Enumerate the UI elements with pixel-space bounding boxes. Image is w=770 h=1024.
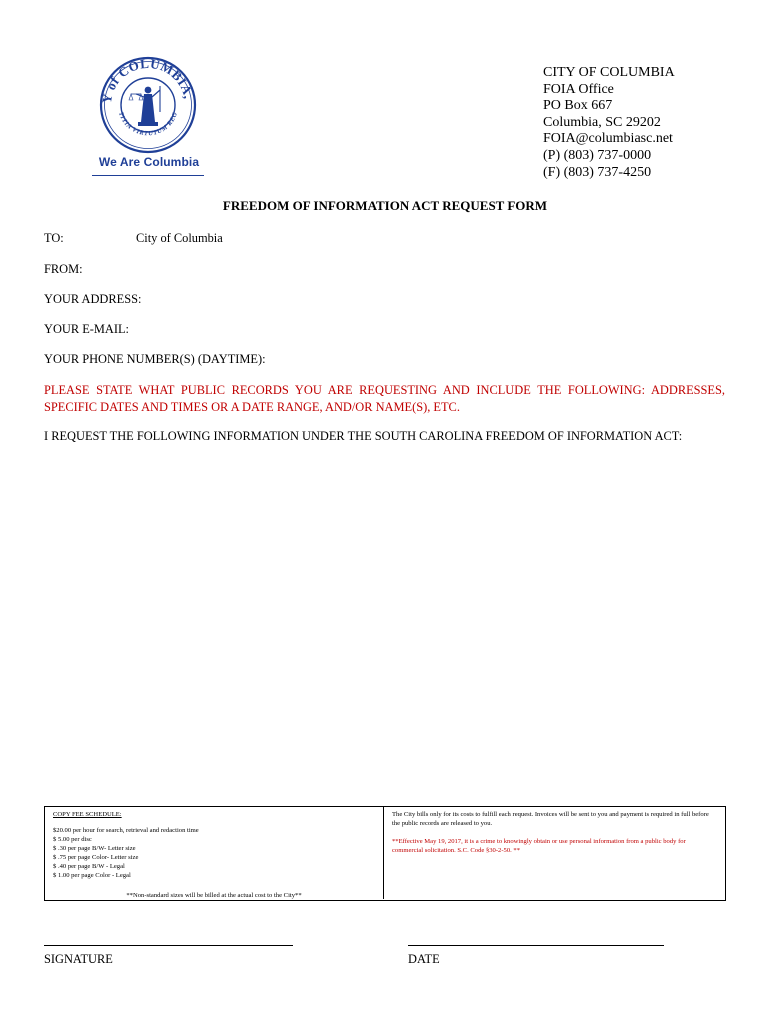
address-label: YOUR ADDRESS: [44,292,142,306]
fee-box-divider [383,806,384,899]
to-value: City of Columbia [136,231,223,245]
form-title: FREEDOM OF INFORMATION ACT REQUEST FORM [222,198,548,213]
address-line: FOIA Office [543,81,614,97]
address-line: Columbia, SC 29202 [543,114,661,130]
billing-warning: **Effective May 19, 2017, it is a crime to knowingly obtain or use personal information from a public body for commercial solicitation. S.C. Code §30-2-50. ** [392,838,686,854]
fee-line: $ .75 per page Color- Letter size [53,854,139,861]
address-line: PO Box 667 [543,98,613,114]
seal-top-text: Y of COLUMBIA, [98,55,197,105]
address-fax: (F) (803) 737-4250 [543,164,652,180]
fee-schedule-note: **Non-standard sizes will be billed at the actual cost to the City** [126,892,302,899]
fee-line: $ .40 per page B/W - Legal [53,863,125,870]
request-instructions: PLEASE STATE WHAT PUBLIC RECORDS YOU ARE REQUESTING AND INCLUDE THE FOLLOWING: ADDRESSES, SPECIFIC DATES AND TIMES OR A DATE RANGE, AND/OR NAME(S), ETC. [44,383,725,414]
logo-divider [92,175,204,176]
address-line: CITY OF COLUMBIA [543,65,675,80]
date-line [408,945,664,946]
to-label: TO: [44,231,64,245]
office-address [543,65,743,181]
city-seal-icon [92,50,204,155]
fee-schedule-list [53,826,373,880]
seal-bottom-text: TITIA VIRTUTUM REG [116,111,180,138]
fee-line: $ .30 per page B/W- Letter size [53,845,136,852]
address-phone: (P) (803) 737-0000 [543,147,652,163]
signature-label: SIGNATURE [44,952,113,966]
fee-line: $ 5.00 per disc [53,836,92,843]
date-label: DATE [408,952,440,966]
request-statement: I REQUEST THE FOLLOWING INFORMATION UNDER THE SOUTH CAROLINA FREEDOM OF INFORMATION ACT: [44,429,683,443]
address-email[interactable]: FOIA@columbiasc.net [543,131,673,147]
signature-line [44,945,293,946]
fee-line: $20.00 per hour for search, retrieval and redaction time [53,827,199,834]
fee-line: $ 1.00 per page Color - Legal [53,872,131,879]
billing-text: The City bills only for its costs to fulfill each request. Invoices will be sent to you and payment is required in full before the public records are released to you. [392,811,709,827]
from-label: FROM: [44,262,83,276]
email-label: YOUR E-MAIL: [44,322,130,336]
fee-schedule-heading: COPY FEE SCHEDULE: [53,811,122,818]
phone-label: YOUR PHONE NUMBER(S) (DAYTIME): [44,352,266,366]
logo-caption: We Are Columbia [98,155,200,169]
